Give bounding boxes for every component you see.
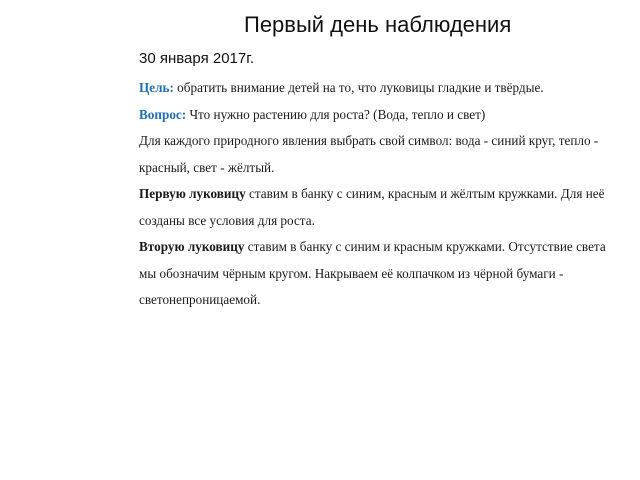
second-bulb-label: Вторую луковицу xyxy=(139,239,245,254)
goal-label: Цель: xyxy=(139,80,174,95)
observation-date: 30 января 2017г. xyxy=(139,50,255,67)
goal-paragraph xyxy=(139,75,609,102)
observation-body xyxy=(139,75,609,314)
page-title: Первый день наблюдения xyxy=(244,12,512,37)
first-bulb-paragraph xyxy=(139,181,609,234)
question-label: Вопрос: xyxy=(139,106,187,122)
question-text: Что нужно растению для роста? (Вода, тепло и свет) xyxy=(186,106,486,122)
symbols-paragraph: Для каждого природного явления выбрать свой символ: вода - синий круг, тепло - красный, свет - жёлтый. xyxy=(139,133,599,175)
first-bulb-text: ставим в банку с синим, красным и жёлтым кружками. Для неё созданы все условия для роста. xyxy=(139,186,605,228)
first-bulb-label: Первую луковицу xyxy=(139,186,246,201)
goal-text: обратить внимание детей на то, что луковицы гладкие и твёрдые. xyxy=(173,80,544,95)
second-bulb-text: ставим в банку с синим и красным кружками. Отсутствие света мы обозначим чёрным кругом. Накрываем её колпачком из чёрной бумаги - светонепроницаемой. xyxy=(139,239,606,307)
question-paragraph xyxy=(139,102,609,129)
second-bulb-paragraph xyxy=(139,234,609,314)
